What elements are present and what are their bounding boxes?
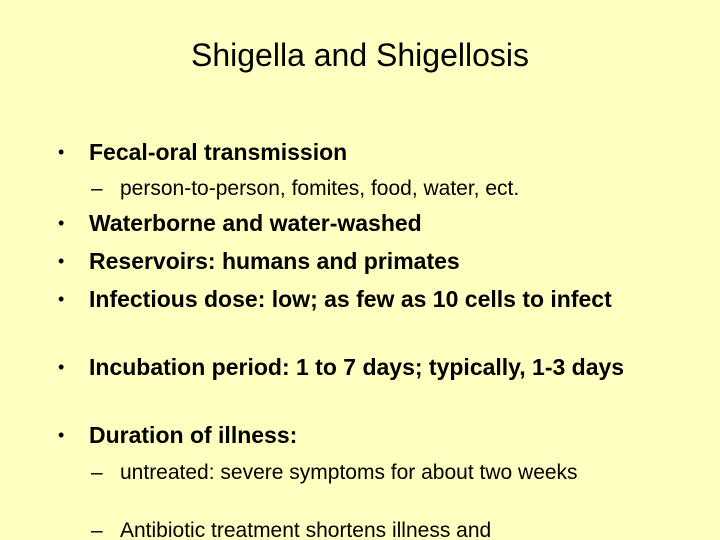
bullet-text: Incubation period: 1 to 7 days; typically, 1-3 days — [89, 354, 625, 380]
sub-bullet-text: untreated: severe symptoms for about two weeks — [120, 461, 578, 484]
sub-bullet-marker: – — [91, 177, 103, 200]
bullet-text: Fecal-oral transmission — [89, 139, 348, 165]
bullet-item — [58, 136, 649, 169]
bullet-item — [58, 351, 634, 384]
sub-bullet-item — [91, 174, 640, 203]
sub-bullet-text: Antibiotic treatment shortens illness and — [120, 519, 492, 540]
bullet-item — [58, 419, 649, 452]
sub-bullet-marker: – — [91, 461, 103, 484]
bullet-item — [58, 245, 649, 278]
bullet-marker: • — [58, 289, 65, 309]
bullet-marker: • — [58, 357, 65, 377]
sub-bullet-text: person-to-person, fomites, food, water, ect. — [120, 177, 520, 200]
bullet-marker: • — [58, 251, 65, 271]
bullet-item — [58, 207, 649, 240]
bullet-text: Waterborne and water-washed — [89, 210, 422, 236]
bullet-item — [58, 283, 629, 316]
bullet-marker: • — [58, 142, 65, 162]
sub-bullet-item — [91, 516, 640, 540]
bullet-text: Infectious dose: low; as few as 10 cells to infect — [89, 286, 612, 312]
bullet-text: Duration of illness: — [89, 422, 298, 448]
slide-title: Shigella and Shigellosis — [191, 37, 529, 73]
sub-bullet-marker: – — [91, 519, 103, 540]
bullet-marker: • — [58, 213, 65, 233]
bullet-text: Reservoirs: humans and primates — [89, 248, 460, 274]
bullet-marker: • — [58, 425, 65, 445]
sub-bullet-item — [91, 458, 620, 487]
